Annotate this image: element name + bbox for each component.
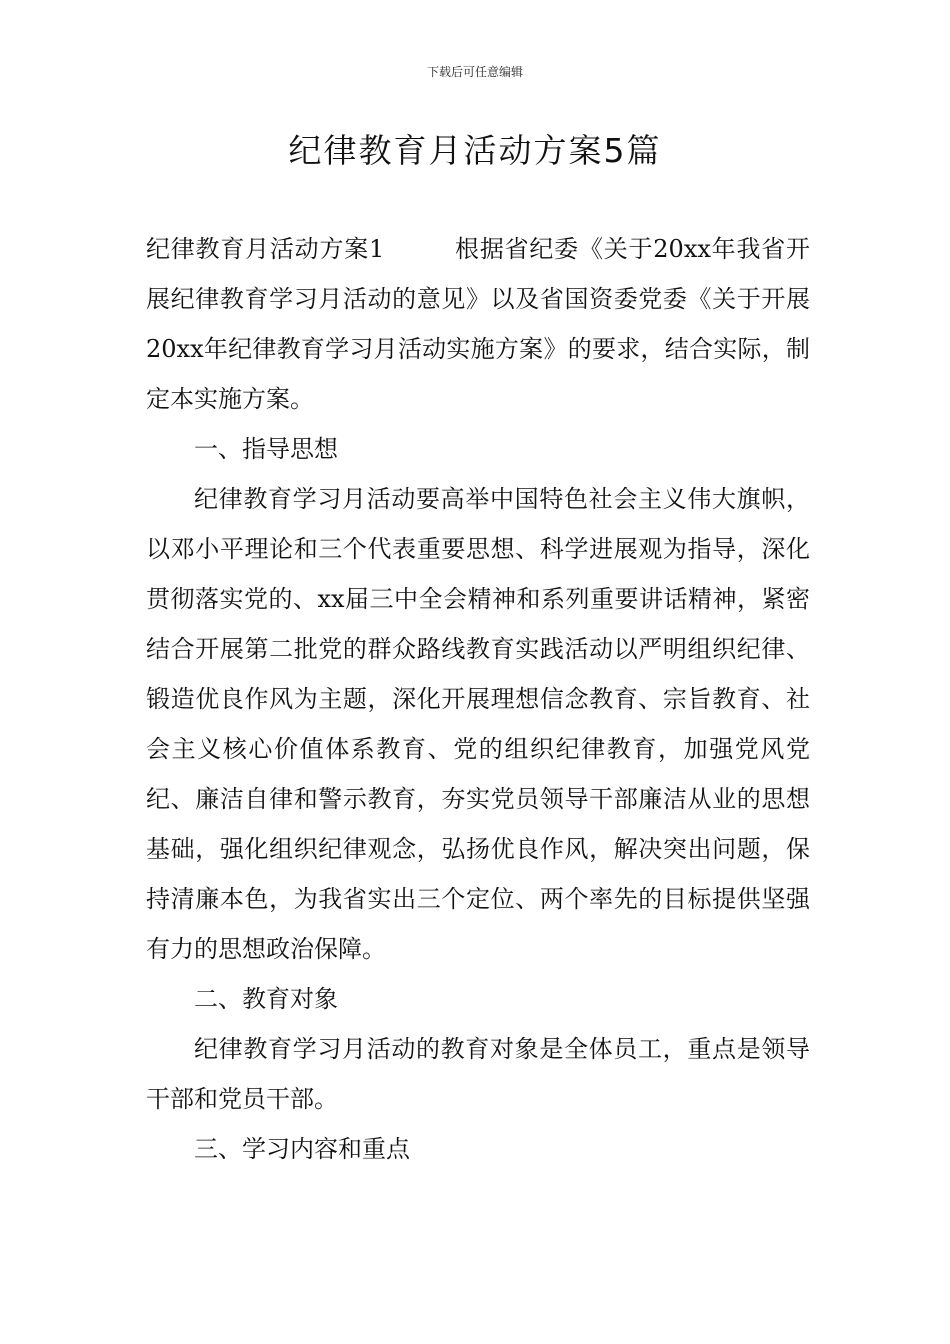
document-body — [146, 224, 810, 1174]
section-heading-guiding-ideology: 一、指导思想 — [194, 435, 338, 463]
section-heading-study-content: 三、学习内容和重点 — [194, 1135, 410, 1163]
section-text-guiding-ideology: 纪律教育学习月活动要高举中国特色社会主义伟大旗帜，以邓小平理论和三个代表重要思想、科学进展观为指导，深化贯彻落实党的、xx届三中全会精神和系列重要讲话精神，紧密结合开展第二批党的群众路线教育实践活动以严明组织纪律、锻造优良作风为主题，深化开展理想信念教育、宗旨教育、社会主义核心价值体系教育、党的组织纪律教育，加强党风党纪、廉洁自律和警示教育，夯实党员领导干部廉洁从业的思想基础，强化组织纪律观念，弘扬优良作风，解决突出问题，保持清廉本色，为我省实出三个定位、两个率先的目标提供坚强有力的思想政治保障。 — [146, 485, 810, 963]
header-note: 下载后可任意编辑 — [426, 65, 523, 79]
intro-heading: 纪律教育月活动方案1 — [146, 235, 385, 263]
section-heading-education-target: 二、教育对象 — [194, 985, 338, 1013]
section-text-education-target: 纪律教育学习月活动的教育对象是全体员工，重点是领导干部和党员干部。 — [146, 1035, 810, 1113]
intro-paragraph — [146, 224, 810, 424]
document-title: 纪律教育月活动方案5篇 — [288, 131, 662, 170]
intro-text: 根据省纪委《关于20xx年我省开展纪律教育学习月活动的意见》以及省国资委党委《关于开展20xx年纪律教育学习月活动实施方案》的要求，结合实际，制定本实施方案。 — [146, 235, 810, 413]
